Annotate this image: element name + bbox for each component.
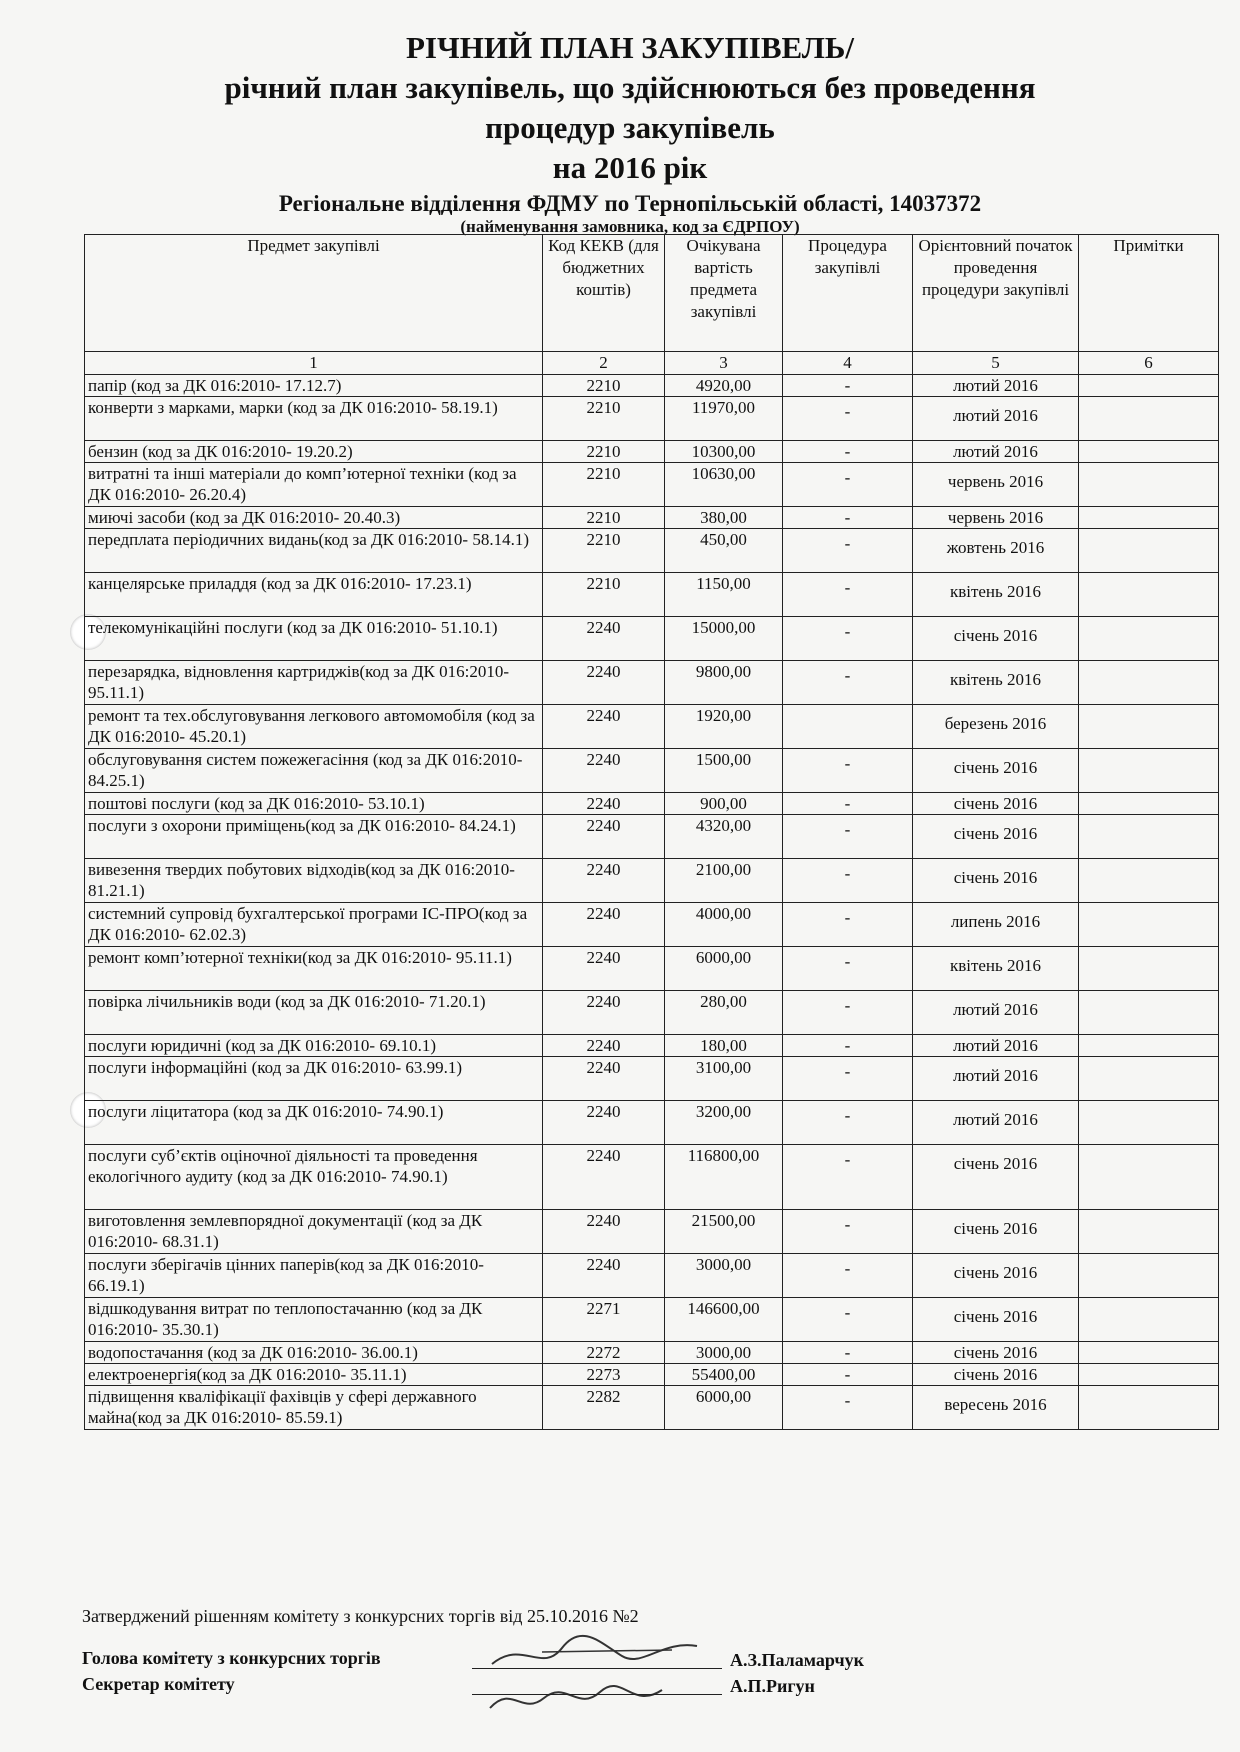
row-subject: ремонт та тех.обслуговування легкового автомомобіля (код за ДК 016:2010- 45.20.1) <box>85 705 543 749</box>
row-start: січень 2016 <box>913 793 1079 815</box>
row-cost: 21500,00 <box>665 1210 783 1254</box>
row-notes <box>1079 573 1219 617</box>
row-subject: перезарядка, відновлення картриджів(код за ДК 016:2010- 95.11.1) <box>85 661 543 705</box>
table-row <box>85 947 1219 991</box>
row-start: січень 2016 <box>913 749 1079 793</box>
header-subject: Предмет закупівлі <box>85 235 543 352</box>
row-start: січень 2016 <box>913 859 1079 903</box>
row-subject: папір (код за ДК 016:2010- 17.12.7) <box>85 375 543 397</box>
row-kekv: 2240 <box>543 617 665 661</box>
row-cost: 11970,00 <box>665 397 783 441</box>
row-subject: відшкодування витрат по теплопостачанню (код за ДК 016:2010- 35.30.1) <box>85 1298 543 1342</box>
row-notes <box>1079 991 1219 1035</box>
table-row <box>85 573 1219 617</box>
row-subject: телекомунікаційні послуги (код за ДК 016:2010- 51.10.1) <box>85 617 543 661</box>
row-procedure: - <box>783 991 913 1035</box>
row-procedure: - <box>783 1386 913 1430</box>
row-notes <box>1079 1101 1219 1145</box>
row-subject: послуги ліцитатора (код за ДК 016:2010- 74.90.1) <box>85 1101 543 1145</box>
row-start: квітень 2016 <box>913 573 1079 617</box>
row-procedure: - <box>783 375 913 397</box>
row-subject: канцелярське приладдя (код за ДК 016:2010- 17.23.1) <box>85 573 543 617</box>
secretary-signature-line <box>472 1694 722 1695</box>
row-procedure: - <box>783 397 913 441</box>
chair-name: А.З.Паламарчук <box>730 1650 864 1670</box>
row-procedure: - <box>783 1364 913 1386</box>
row-notes <box>1079 507 1219 529</box>
row-notes <box>1079 1057 1219 1101</box>
row-procedure: - <box>783 859 913 903</box>
table-row <box>85 815 1219 859</box>
row-cost: 9800,00 <box>665 661 783 705</box>
secretary-name: А.П.Ригун <box>730 1676 815 1696</box>
row-kekv: 2282 <box>543 1386 665 1430</box>
row-cost: 55400,00 <box>665 1364 783 1386</box>
row-cost: 3000,00 <box>665 1254 783 1298</box>
row-notes <box>1079 661 1219 705</box>
row-cost: 900,00 <box>665 793 783 815</box>
table-row <box>85 1342 1219 1364</box>
row-notes <box>1079 1210 1219 1254</box>
title-line-4: на 2016 рік <box>552 150 708 185</box>
table-row <box>85 1364 1219 1386</box>
row-procedure: - <box>783 1210 913 1254</box>
header-row <box>85 235 1219 352</box>
row-notes <box>1079 1342 1219 1364</box>
row-procedure: - <box>783 529 913 573</box>
table-row <box>85 903 1219 947</box>
row-notes <box>1079 1298 1219 1342</box>
row-kekv: 2240 <box>543 1254 665 1298</box>
row-subject: електроенергія(код за ДК 016:2010- 35.11.1) <box>85 1364 543 1386</box>
row-kekv: 2271 <box>543 1298 665 1342</box>
row-subject: послуги з охорони приміщень(код за ДК 016:2010- 84.24.1) <box>85 815 543 859</box>
row-subject: миючі засоби (код за ДК 016:2010- 20.40.3) <box>85 507 543 529</box>
row-cost: 6000,00 <box>665 1386 783 1430</box>
table-row <box>85 1254 1219 1298</box>
row-notes <box>1079 749 1219 793</box>
table-row <box>85 1298 1219 1342</box>
row-start: січень 2016 <box>913 815 1079 859</box>
row-cost: 450,00 <box>665 529 783 573</box>
table-row <box>85 1145 1219 1210</box>
row-kekv: 2240 <box>543 903 665 947</box>
row-procedure: - <box>783 1254 913 1298</box>
table-row <box>85 397 1219 441</box>
title-line-1: РІЧНИЙ ПЛАН ЗАКУПІВЕЛЬ/ <box>406 30 854 65</box>
row-cost: 146600,00 <box>665 1298 783 1342</box>
row-notes <box>1079 815 1219 859</box>
row-subject: обслуговування систем пожежегасіння (код за ДК 016:2010- 84.25.1) <box>85 749 543 793</box>
row-kekv: 2210 <box>543 441 665 463</box>
title-line-2: річний план закупівель, що здійснюються без проведення <box>224 70 1036 105</box>
row-start: червень 2016 <box>913 507 1079 529</box>
row-subject: послуги юридичні (код за ДК 016:2010- 69.10.1) <box>85 1035 543 1057</box>
row-kekv: 2240 <box>543 793 665 815</box>
row-cost: 10630,00 <box>665 463 783 507</box>
row-subject: підвищення кваліфікації фахівців у сфері державного майна(код за ДК 016:2010- 85.59.1) <box>85 1386 543 1430</box>
table-row <box>85 463 1219 507</box>
header-notes: Примітки <box>1079 235 1219 352</box>
table-row <box>85 507 1219 529</box>
row-cost: 1150,00 <box>665 573 783 617</box>
row-start: лютий 2016 <box>913 375 1079 397</box>
row-subject: ремонт комп’ютерної техніки(код за ДК 016:2010- 95.11.1) <box>85 947 543 991</box>
row-start: квітень 2016 <box>913 661 1079 705</box>
row-notes <box>1079 375 1219 397</box>
customer-caption: (найменування замовника, код за ЄДРПОУ) <box>460 217 800 236</box>
row-kekv: 2273 <box>543 1364 665 1386</box>
row-notes <box>1079 617 1219 661</box>
row-subject: повірка лічильників води (код за ДК 016:2010- 71.20.1) <box>85 991 543 1035</box>
row-kekv: 2240 <box>543 859 665 903</box>
row-subject: конверти з марками, марки (код за ДК 016:2010- 58.19.1) <box>85 397 543 441</box>
row-procedure: - <box>783 441 913 463</box>
row-subject: бензин (код за ДК 016:2010- 19.20.2) <box>85 441 543 463</box>
document-header <box>90 28 1170 236</box>
row-start: січень 2016 <box>913 617 1079 661</box>
table-row <box>85 661 1219 705</box>
chair-signature-row <box>82 1648 1162 1674</box>
row-subject: послуги інформаційні (код за ДК 016:2010- 63.99.1) <box>85 1057 543 1101</box>
row-cost: 6000,00 <box>665 947 783 991</box>
header-cost: Очікувана вартість предмета закупівлі <box>665 235 783 352</box>
row-procedure: - <box>783 749 913 793</box>
column-number: 2 <box>543 352 665 375</box>
row-notes <box>1079 1145 1219 1210</box>
row-notes <box>1079 529 1219 573</box>
table-row <box>85 441 1219 463</box>
row-cost: 380,00 <box>665 507 783 529</box>
row-kekv: 2210 <box>543 573 665 617</box>
row-procedure: - <box>783 463 913 507</box>
column-number: 5 <box>913 352 1079 375</box>
row-subject: водопостачання (код за ДК 016:2010- 36.00.1) <box>85 1342 543 1364</box>
row-subject: послуги зберігачів цінних паперів(код за ДК 016:2010- 66.19.1) <box>85 1254 543 1298</box>
row-procedure: - <box>783 1035 913 1057</box>
row-procedure: - <box>783 793 913 815</box>
row-notes <box>1079 947 1219 991</box>
row-kekv: 2240 <box>543 661 665 705</box>
row-procedure: - <box>783 1101 913 1145</box>
row-notes <box>1079 859 1219 903</box>
row-procedure: - <box>783 1298 913 1342</box>
row-start: квітень 2016 <box>913 947 1079 991</box>
row-kekv: 2240 <box>543 1101 665 1145</box>
table-row <box>85 1035 1219 1057</box>
row-kekv: 2210 <box>543 463 665 507</box>
table-row <box>85 529 1219 573</box>
row-cost: 1920,00 <box>665 705 783 749</box>
row-notes <box>1079 793 1219 815</box>
row-start: січень 2016 <box>913 1145 1079 1210</box>
table-row <box>85 991 1219 1035</box>
row-start: січень 2016 <box>913 1342 1079 1364</box>
row-start: лютий 2016 <box>913 1057 1079 1101</box>
row-cost: 2100,00 <box>665 859 783 903</box>
row-cost: 3100,00 <box>665 1057 783 1101</box>
row-kekv: 2240 <box>543 1057 665 1101</box>
row-start: лютий 2016 <box>913 397 1079 441</box>
row-cost: 10300,00 <box>665 441 783 463</box>
procurement-table <box>84 234 1219 1430</box>
row-notes <box>1079 1386 1219 1430</box>
row-procedure <box>783 705 913 749</box>
table-row <box>85 859 1219 903</box>
secretary-signature-row <box>82 1674 1162 1700</box>
row-notes <box>1079 397 1219 441</box>
row-procedure: - <box>783 1342 913 1364</box>
row-kekv: 2240 <box>543 1035 665 1057</box>
row-kekv: 2240 <box>543 1210 665 1254</box>
row-procedure: - <box>783 617 913 661</box>
secretary-signature-scribble <box>482 1682 682 1722</box>
secretary-label: Секретар комітету <box>82 1674 235 1694</box>
row-cost: 3200,00 <box>665 1101 783 1145</box>
row-start: лютий 2016 <box>913 1101 1079 1145</box>
row-start: січень 2016 <box>913 1298 1079 1342</box>
row-subject: системний супровід бухгалтерської програми ІС-ПРО(код за ДК 016:2010- 62.02.3) <box>85 903 543 947</box>
row-procedure: - <box>783 1145 913 1210</box>
row-notes <box>1079 1035 1219 1057</box>
row-kekv: 2240 <box>543 749 665 793</box>
row-start: березень 2016 <box>913 705 1079 749</box>
row-start: лютий 2016 <box>913 441 1079 463</box>
row-kekv: 2240 <box>543 1145 665 1210</box>
row-notes <box>1079 463 1219 507</box>
table-row <box>85 1057 1219 1101</box>
row-subject: витратні та інші матеріали до комп’ютерної техніки (код за ДК 016:2010- 26.20.4) <box>85 463 543 507</box>
row-kekv: 2240 <box>543 947 665 991</box>
row-kekv: 2240 <box>543 705 665 749</box>
table-row <box>85 793 1219 815</box>
row-notes <box>1079 1364 1219 1386</box>
row-start: січень 2016 <box>913 1254 1079 1298</box>
row-notes <box>1079 903 1219 947</box>
table-row <box>85 705 1219 749</box>
row-start: червень 2016 <box>913 463 1079 507</box>
table-row <box>85 1210 1219 1254</box>
column-number: 4 <box>783 352 913 375</box>
row-kekv: 2210 <box>543 397 665 441</box>
row-cost: 1500,00 <box>665 749 783 793</box>
row-start: липень 2016 <box>913 903 1079 947</box>
customer-name: Регіональне відділення ФДМУ по Тернопільській області, 14037372 <box>278 191 982 216</box>
row-cost: 15000,00 <box>665 617 783 661</box>
row-start: вересень 2016 <box>913 1386 1079 1430</box>
row-procedure: - <box>783 573 913 617</box>
header-kekv: Код КЕКВ (для бюджетних коштів) <box>543 235 665 352</box>
row-kekv: 2210 <box>543 529 665 573</box>
chair-label: Голова комітету з конкурсних торгів <box>82 1648 381 1668</box>
row-kekv: 2240 <box>543 815 665 859</box>
row-start: лютий 2016 <box>913 991 1079 1035</box>
chair-signature-line <box>472 1668 722 1669</box>
signature-block <box>82 1648 1162 1700</box>
row-cost: 180,00 <box>665 1035 783 1057</box>
table-row <box>85 375 1219 397</box>
table-row <box>85 1101 1219 1145</box>
row-procedure: - <box>783 1057 913 1101</box>
row-procedure: - <box>783 947 913 991</box>
column-number: 1 <box>85 352 543 375</box>
row-cost: 280,00 <box>665 991 783 1035</box>
row-procedure: - <box>783 903 913 947</box>
row-start: січень 2016 <box>913 1210 1079 1254</box>
row-notes <box>1079 441 1219 463</box>
row-procedure: - <box>783 661 913 705</box>
row-start: жовтень 2016 <box>913 529 1079 573</box>
row-subject: вивезення твердих побутових відходів(код за ДК 016:2010- 81.21.1) <box>85 859 543 903</box>
row-start: січень 2016 <box>913 1364 1079 1386</box>
row-notes <box>1079 1254 1219 1298</box>
header-start: Орієнтовний початок проведення процедури закупівлі <box>913 235 1079 352</box>
table-row <box>85 617 1219 661</box>
row-kekv: 2240 <box>543 991 665 1035</box>
row-cost: 116800,00 <box>665 1145 783 1210</box>
row-cost: 4000,00 <box>665 903 783 947</box>
row-kekv: 2210 <box>543 375 665 397</box>
row-start: лютий 2016 <box>913 1035 1079 1057</box>
row-cost: 4320,00 <box>665 815 783 859</box>
column-number: 6 <box>1079 352 1219 375</box>
header-procedure: Процедура закупівлі <box>783 235 913 352</box>
column-number-row <box>85 352 1219 375</box>
row-subject: передплата періодичних видань(код за ДК 016:2010- 58.14.1) <box>85 529 543 573</box>
row-procedure: - <box>783 507 913 529</box>
row-kekv: 2272 <box>543 1342 665 1364</box>
row-subject: поштові послуги (код за ДК 016:2010- 53.10.1) <box>85 793 543 815</box>
row-cost: 3000,00 <box>665 1342 783 1364</box>
row-subject: послуги суб’єктів оціночної діяльності та проведення екологічного аудиту (код за ДК 016:2010- 74.90.1) <box>85 1145 543 1210</box>
row-cost: 4920,00 <box>665 375 783 397</box>
row-kekv: 2210 <box>543 507 665 529</box>
row-notes <box>1079 705 1219 749</box>
table-row <box>85 749 1219 793</box>
table-row <box>85 1386 1219 1430</box>
row-subject: виготовлення землевпорядної документації (код за ДК 016:2010- 68.31.1) <box>85 1210 543 1254</box>
column-number: 3 <box>665 352 783 375</box>
title-line-3: процедур закупівель <box>485 110 775 145</box>
approval-note: Затверджений рішенням комітету з конкурсних торгів від 25.10.2016 №2 <box>82 1606 639 1626</box>
row-procedure: - <box>783 815 913 859</box>
